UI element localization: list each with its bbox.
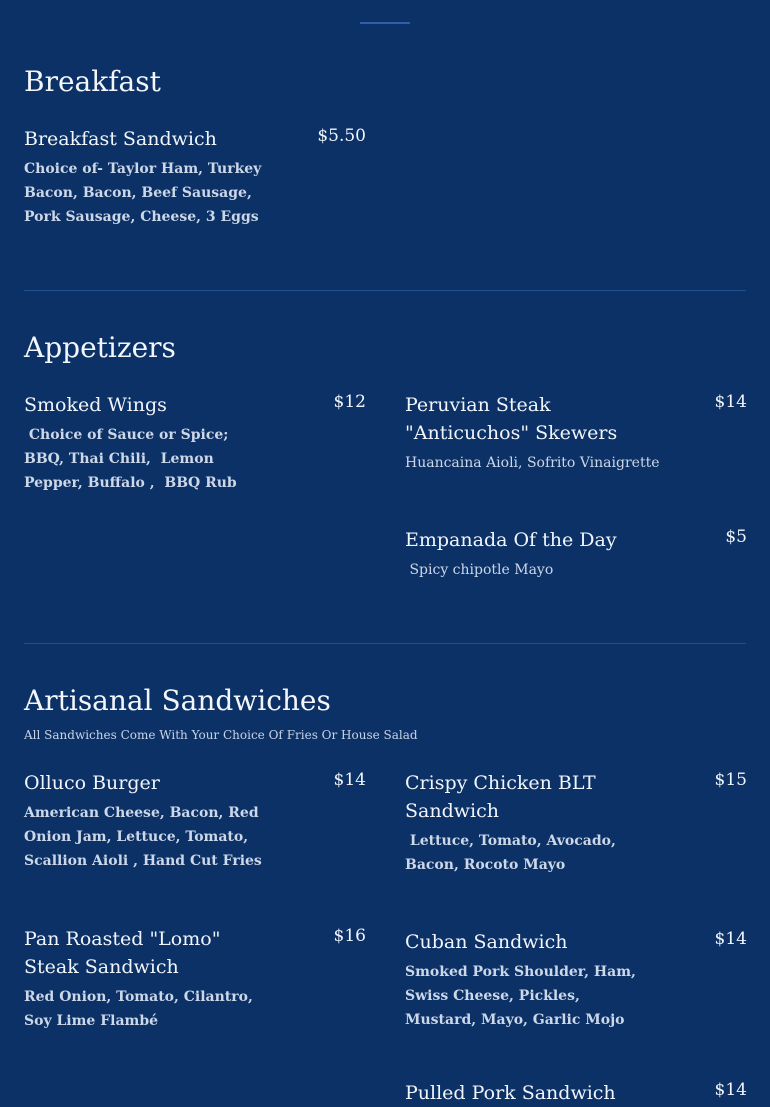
item-price: $12 bbox=[333, 392, 366, 412]
item-name: Empanada Of the Day bbox=[405, 529, 617, 551]
item-description: Choice of Sauce or Spice; BBQ, Thai Chili, Lemon Pepper, Buffalo , BBQ Rub bbox=[24, 427, 239, 491]
item-price: $14 bbox=[333, 770, 366, 790]
item-name: Cuban Sandwich bbox=[405, 931, 568, 953]
item-name: Breakfast Sandwich bbox=[24, 128, 217, 150]
menu-item-pulled-pork-sandwich bbox=[405, 1079, 747, 1107]
menu-item-olluco-burger bbox=[24, 769, 366, 873]
section-title-sandwiches: Artisanal Sandwiches bbox=[24, 684, 331, 717]
item-name: Peruvian Steak "Anticuchos" Skewers bbox=[405, 394, 618, 444]
item-description: Smoked Pork Shoulder, Ham, Swiss Cheese, Pickles, Mustard, Mayo, Garlic Mojo bbox=[405, 964, 636, 1028]
menu-item-peruvian-steak-skewers bbox=[405, 391, 747, 475]
item-name: Pulled Pork Sandwich bbox=[405, 1082, 616, 1104]
item-description: Huancaina Aioli, Sofrito Vinaigrette bbox=[405, 455, 660, 471]
item-name: Pan Roasted "Lomo" Steak Sandwich bbox=[24, 928, 221, 978]
item-price: $14 bbox=[714, 1080, 747, 1100]
menu-item-breakfast-sandwich bbox=[24, 125, 366, 229]
menu-item-cuban-sandwich bbox=[405, 928, 747, 1032]
item-name: Crispy Chicken BLT Sandwich bbox=[405, 772, 596, 822]
menu-item-smoked-wings bbox=[24, 391, 366, 495]
item-price: $14 bbox=[714, 392, 747, 412]
item-description: American Cheese, Bacon, Red Onion Jam, Lettuce, Tomato, Scallion Aioli , Hand Cut Fries bbox=[24, 805, 262, 869]
item-description: Choice of- Taylor Ham, Turkey Bacon, Bacon, Beef Sausage, Pork Sausage, Cheese, 3 Eggs bbox=[24, 161, 262, 225]
item-price: $16 bbox=[333, 926, 366, 946]
section-note: All Sandwiches Come With Your Choice Of Fries Or House Salad bbox=[24, 728, 418, 742]
item-description: Lettuce, Tomato, Avocado, Bacon, Rocoto Mayo bbox=[405, 833, 621, 873]
item-price: $5.50 bbox=[317, 126, 366, 146]
section-divider bbox=[24, 643, 746, 644]
section-title-appetizers: Appetizers bbox=[24, 331, 176, 364]
item-description: Spicy chipotle Mayo bbox=[405, 562, 554, 578]
item-description: Red Onion, Tomato, Cilantro, Soy Lime Flambé bbox=[24, 989, 263, 1029]
item-price: $14 bbox=[714, 929, 747, 949]
menu-item-crispy-chicken-blt bbox=[405, 769, 747, 877]
menu-item-empanada bbox=[405, 526, 747, 582]
item-name: Olluco Burger bbox=[24, 772, 160, 794]
item-name: Smoked Wings bbox=[24, 394, 167, 416]
top-accent-rule bbox=[360, 22, 410, 24]
section-title-breakfast: Breakfast bbox=[24, 65, 161, 98]
section-divider bbox=[24, 290, 746, 291]
item-price: $15 bbox=[714, 770, 747, 790]
item-price: $5 bbox=[725, 527, 747, 547]
menu-item-lomo-steak-sandwich bbox=[24, 925, 366, 1033]
